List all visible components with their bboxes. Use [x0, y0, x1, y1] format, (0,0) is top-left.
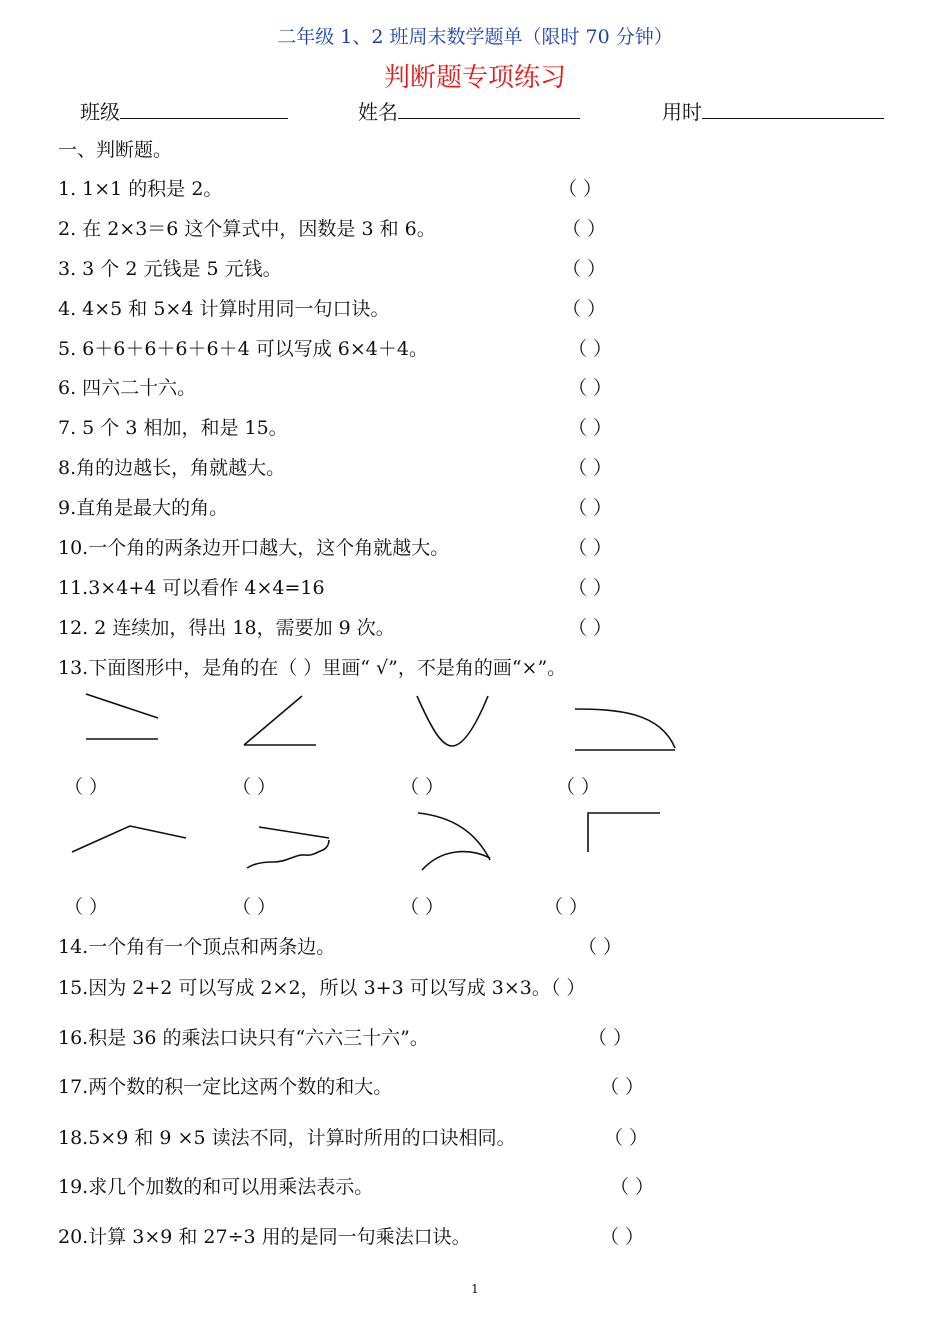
question-19: 19.求几个加数的和可以用乘法表示。	[58, 1176, 374, 1198]
figure-1-two-separate-lines	[80, 688, 170, 748]
figure-paren-3[interactable]: （ ）	[400, 776, 445, 798]
figure-paren-2[interactable]: （ ）	[232, 776, 277, 798]
time-blank	[702, 100, 884, 119]
page-number: 1	[471, 1282, 479, 1296]
question-14: 14.一个角有一个顶点和两条边。	[58, 936, 336, 958]
answer-paren-1[interactable]: （ ）	[558, 178, 603, 200]
name-label: 姓名	[358, 100, 398, 124]
class-label: 班级	[80, 100, 120, 124]
worksheet-title: 判断题专项练习	[383, 63, 566, 93]
answer-paren-2[interactable]: （ ）	[562, 218, 607, 240]
answer-paren-14[interactable]: （ ）	[578, 936, 623, 958]
answer-paren-10[interactable]: （ ）	[568, 537, 613, 559]
figure-paren-7[interactable]: （ ）	[400, 896, 445, 918]
answer-paren-11[interactable]: （ ）	[568, 577, 613, 599]
question-17: 17.两个数的积一定比这两个数的和大。	[58, 1076, 393, 1098]
answer-paren-6[interactable]: （ ）	[568, 377, 613, 399]
question-18: 18.5×9 和 9 ×5 读法不同，计算时所用的口诀相同。	[58, 1127, 516, 1149]
answer-paren-17[interactable]: （ ）	[600, 1076, 645, 1098]
question-20: 20.计算 3×9 和 27÷3 用的是同一句乘法口诀。	[58, 1226, 471, 1248]
section-heading: 一、判断题。	[58, 139, 173, 161]
question-10: 10.一个角的两条边开口越大，这个角就越大。	[58, 537, 450, 559]
figure-paren-8[interactable]: （ ）	[544, 896, 589, 918]
question-3: 3. 3 个 2 元钱是 5 元钱。	[58, 258, 282, 280]
answer-paren-16[interactable]: （ ）	[588, 1027, 633, 1049]
figure-paren-4[interactable]: （ ）	[556, 776, 601, 798]
question-2: 2. 在 2×3＝6 这个算式中，因数是 3 和 6。	[58, 218, 436, 240]
question-4: 4. 4×5 和 5×4 计算时用同一句口诀。	[58, 298, 390, 320]
answer-paren-20[interactable]: （ ）	[600, 1226, 645, 1248]
figure-paren-1[interactable]: （ ）	[64, 776, 109, 798]
figure-3-curve-u	[412, 690, 492, 750]
figure-5-angle-obtuse	[68, 820, 192, 860]
answer-paren-8[interactable]: （ ）	[568, 457, 613, 479]
question-1: 1. 1×1 的积是 2。	[58, 178, 223, 200]
figure-4-curved-side	[572, 700, 682, 755]
figure-7-two-arcs	[412, 808, 496, 876]
time-field	[662, 96, 884, 125]
answer-paren-18[interactable]: （ ）	[604, 1127, 649, 1149]
question-15: 15.因为 2+2 可以写成 2×2，所以 3+3 可以写成 3×3。（ ）	[58, 977, 586, 999]
question-6: 6. 四六二十六。	[58, 377, 197, 399]
class-blank	[120, 100, 288, 119]
question-5: 5. 6＋6＋6＋6＋6＋4 可以写成 6×4＋4。	[58, 338, 428, 360]
answer-paren-3[interactable]: （ ）	[562, 258, 607, 280]
figure-paren-5[interactable]: （ ）	[64, 896, 109, 918]
question-11: 11.3×4+4 可以看作 4×4=16	[58, 577, 325, 599]
answer-paren-19[interactable]: （ ）	[610, 1176, 655, 1198]
answer-paren-12[interactable]: （ ）	[568, 617, 613, 639]
question-9: 9.直角是最大的角。	[58, 497, 229, 519]
time-label: 用时	[662, 100, 702, 124]
question-12: 12. 2 连续加，得出 18，需要加 9 次。	[58, 617, 395, 639]
name-blank	[398, 100, 580, 119]
figure-6-curved-side	[243, 822, 335, 872]
question-16: 16.积是 36 的乘法口诀只有“六六三十六”。	[58, 1027, 429, 1049]
worksheet-header: 二年级 1、2 班周末数学题单（限时 70 分钟）	[277, 26, 673, 48]
class-field	[80, 96, 288, 125]
figure-8-right-angle	[584, 808, 666, 858]
answer-paren-7[interactable]: （ ）	[568, 417, 613, 439]
question-13: 13.下面图形中，是角的在（ ）里画“ √”，不是角的画“×”。	[58, 657, 567, 679]
question-8: 8.角的边越长，角就越大。	[58, 457, 286, 479]
answer-paren-4[interactable]: （ ）	[562, 298, 607, 320]
answer-paren-5[interactable]: （ ）	[568, 338, 613, 360]
figure-2-angle	[240, 690, 320, 752]
name-field	[358, 96, 580, 125]
figure-paren-6[interactable]: （ ）	[232, 896, 277, 918]
question-7: 7. 5 个 3 相加，和是 15。	[58, 417, 288, 439]
answer-paren-9[interactable]: （ ）	[568, 497, 613, 519]
